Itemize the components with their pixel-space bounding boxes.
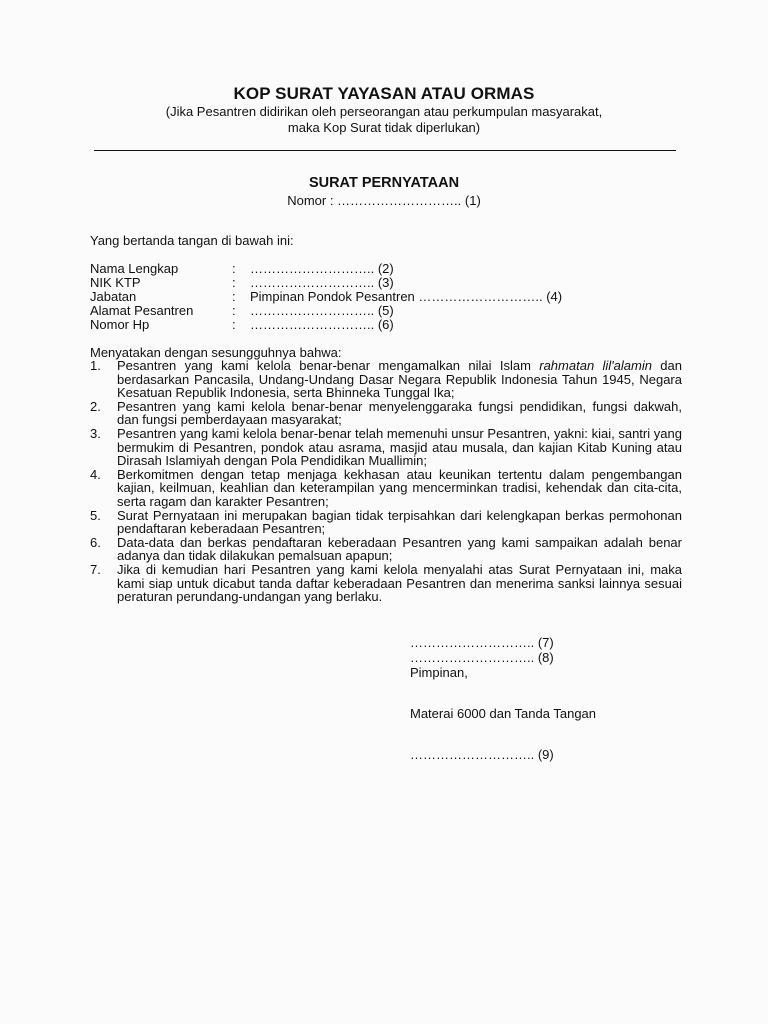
list-item-text: Data-data dan berkas pendaftaran keberadaan Pesantren yang kami sampaikan adalah benar adanya dan tidak dilakukan pemalsuan apapun; bbox=[117, 534, 682, 564]
letterhead-divider bbox=[94, 150, 676, 151]
field-colon: : bbox=[232, 275, 236, 290]
field-value: ……………………….. (3) bbox=[250, 275, 394, 290]
list-item-number: 5. bbox=[90, 507, 101, 523]
field-value: Pimpinan Pondok Pesantren ……………………….. (4) bbox=[250, 289, 563, 304]
list-item-number: 2. bbox=[90, 398, 101, 414]
declaration-lead: Menyatakan dengan sesungguhnya bahwa: bbox=[90, 345, 342, 360]
signature-role: Pimpinan, bbox=[410, 665, 468, 680]
field-colon: : bbox=[232, 261, 236, 276]
list-item bbox=[90, 359, 682, 400]
field-value: ……………………….. (5) bbox=[250, 303, 394, 318]
list-item bbox=[90, 427, 682, 468]
list-item-text: dan berdasarkan Pancasila, Undang-Undang Dasar Negara Republik Indonesia Tahun 1945, Negara Kesatuan Republik Indonesia, serta Bhinneka Tunggal Ika; bbox=[117, 358, 682, 401]
list-item-text: Berkomitmen dengan tetap menjaga kekhasan atau keunikan tertentu dalam pengembangan kajian, keilmuan, keahlian dan keterampilan yang mencerminkan tradisi, kehendak dan cita-cita, serta ragam dan karakter Pesantren; bbox=[117, 466, 682, 509]
field-value: ……………………….. (6) bbox=[250, 317, 394, 332]
letterhead-note-line-2: maka Kop Surat tidak diperlukan) bbox=[287, 120, 481, 135]
field-colon: : bbox=[232, 317, 236, 332]
list-item-text: Pesantren yang kami kelola benar-benar telah memenuhi unsur Pesantren, yakni: kiai, santri yang bermukim di Pesantren, pondok atau asrama, masjid atau musala, dan kajian Kitab Kuning atau Dirasah Islamiyah dengan Pola Pendidikan Muallimin; bbox=[117, 425, 682, 469]
letterhead-title: KOP SURAT YAYASAN ATAU ORMAS bbox=[233, 84, 535, 103]
list-item-number: 4. bbox=[90, 466, 101, 482]
signature-place-date: ……………………….. (7) bbox=[410, 635, 554, 650]
signer-name: ……………………….. (9) bbox=[410, 747, 554, 762]
list-item-text: Jika di kemudian hari Pesantren yang kami kelola menyalahi atas Surat Pernyataan ini, maka kami siap untuk dicabut tanda daftar keberadaan Pesantren dan menerima sanksi lainnya sesuai peraturan perundang-undangan yang berlaku. bbox=[117, 561, 682, 605]
list-item-number: 3. bbox=[90, 425, 101, 441]
field-colon: : bbox=[232, 303, 236, 318]
list-item-text: Pesantren yang kami kelola benar-benar menyelenggaraka fungsi pendidikan, fungsi dakwah, dan fungsi pemberdayaan masyarakat; bbox=[117, 398, 682, 428]
stamp-note: Materai 6000 dan Tanda Tangan bbox=[410, 706, 597, 721]
list-item-text: Surat Pernyataan ini merupakan bagian tidak terpisahkan dari kelengkapan berkas permohonan pendaftaran keberadaan Pesantren; bbox=[117, 507, 682, 537]
list-item-number: 6. bbox=[90, 534, 101, 550]
list-item bbox=[90, 468, 682, 509]
list-item-italic: rahmatan lil'alamin bbox=[539, 358, 652, 373]
intro-text: Yang bertanda tangan di bawah ini: bbox=[90, 233, 294, 248]
list-item-text-lead: Pesantren yang kami kelola benar-benar mengamalkan nilai Islam bbox=[117, 358, 540, 373]
list-item bbox=[90, 536, 682, 563]
field-label: Alamat Pesantren bbox=[90, 303, 194, 318]
list-item bbox=[90, 509, 682, 536]
signature-pesantren-name: ……………………….. (8) bbox=[410, 650, 554, 665]
statement-number: Nomor : ……………………….. (1) bbox=[287, 193, 481, 208]
list-item-number: 1. bbox=[90, 358, 101, 373]
letterhead-note-line-1: (Jika Pesantren didirikan oleh perseorangan atau perkumpulan masyarakat, bbox=[165, 104, 603, 119]
field-label: Nama Lengkap bbox=[90, 261, 179, 276]
list-item bbox=[90, 563, 682, 604]
list-item bbox=[90, 400, 682, 427]
field-value: ……………………….. (2) bbox=[250, 261, 394, 276]
declaration-list bbox=[90, 359, 682, 604]
field-label: Jabatan bbox=[90, 289, 137, 304]
field-label: NIK KTP bbox=[90, 275, 141, 290]
field-label: Nomor Hp bbox=[90, 317, 150, 332]
field-colon: : bbox=[232, 289, 236, 304]
list-item-number: 7. bbox=[90, 561, 101, 577]
statement-title: SURAT PERNYATAAN bbox=[308, 175, 460, 191]
